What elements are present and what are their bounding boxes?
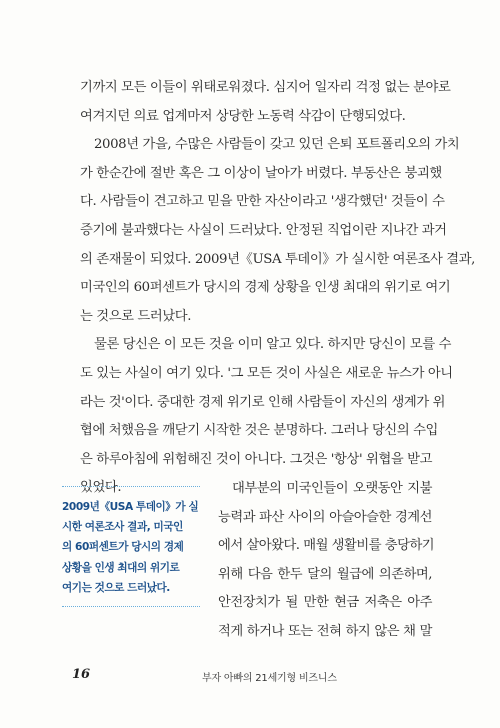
- pull-quote-line: 의 60퍼센트가 당시의 경제: [62, 541, 184, 554]
- page-number: 16: [72, 667, 91, 682]
- right-column-text: [218, 475, 435, 647]
- text-line: 미국인의 60퍼센트가 당시의 경제 상황을 인생 최대의 위기로 여기: [80, 280, 451, 296]
- text-line: 의 존재물이 되었다. 2009년《USA 투데이》가 실시한 여론조사 결과,: [80, 251, 475, 267]
- text-line: 2008년 가을, 수많은 사람들이 갖고 있던 은퇴 포트폴리오의 가치: [94, 137, 460, 153]
- text-line: 가 한순간에 절반 혹은 그 이상이 날아가 버렸다. 부동산은 붕괴했: [80, 165, 442, 181]
- pull-quote-bottom-rule: [62, 606, 200, 607]
- text-line: 협에 처했음을 깨닫기 시작한 것은 분명하다. 그러나 당신의 수입: [80, 423, 439, 439]
- pull-quote: [62, 486, 200, 607]
- pull-quote-line: 상황을 인생 최대의 위기로: [62, 561, 180, 574]
- pull-quote-line: 시한 여론조사 결과, 미국인: [62, 521, 183, 534]
- text-line: 있었다.: [80, 480, 122, 496]
- text-line: 은 하루아침에 위험해진 것이 아니다. 그것은 '항상' 위협을 받고: [80, 451, 433, 467]
- pull-quote-text: [62, 487, 200, 606]
- text-line: 는 것으로 드러났다.: [80, 308, 192, 324]
- text-line: 도 있는 사실이 여기 있다. '그 모든 것이 사실은 새로운 뉴스가 아니: [80, 365, 453, 381]
- text-line: 다. 사람들이 견고하고 믿을 만한 자산이라고 '생각했던' 것들이 수: [80, 194, 445, 210]
- text-line: 능력과 파산 사이의 아슬아슬한 경계선: [218, 509, 432, 525]
- pull-quote-line: 여기는 것으로 드러났다.: [62, 581, 170, 594]
- text-line: 라는 것'이다. 중대한 경제 위기로 인해 사람들이 자신의 생계가 위: [80, 394, 446, 410]
- text-line: 기까지 모든 이들이 위태로워졌다. 심지어 일자리 걱정 없는 분야로: [80, 80, 451, 95]
- text-line: 적게 하거나 또는 전혀 하지 않은 채 말: [218, 623, 432, 639]
- text-line: 에서 살아왔다. 매월 생활비를 충당하기: [218, 538, 435, 554]
- page-footer: [0, 667, 500, 691]
- body-text: [80, 74, 475, 503]
- text-line: 안전장치가 될 만한 현금 저축은 아주: [218, 595, 432, 611]
- text-line: 여겨지던 의료 업계마저 상당한 노동력 삭감이 단행되었다.: [80, 108, 406, 124]
- text-line: 대부분의 미국인들이 오랫동안 지불: [232, 481, 432, 496]
- running-title: 부자 아빠의 21세기형 비즈니스: [202, 673, 337, 684]
- text-line: 위해 다음 한두 달의 월급에 의존하며,: [218, 566, 432, 582]
- text-line: 물론 당신은 이 모든 것을 이미 알고 있다. 하지만 당신이 모를 수: [94, 337, 452, 353]
- pull-quote-line: 2009년《USA 투데이》가 실: [62, 501, 199, 513]
- text-line: 증기에 불과했다는 사실이 드러났다. 안정된 직업이란 지나간 과거: [80, 222, 447, 238]
